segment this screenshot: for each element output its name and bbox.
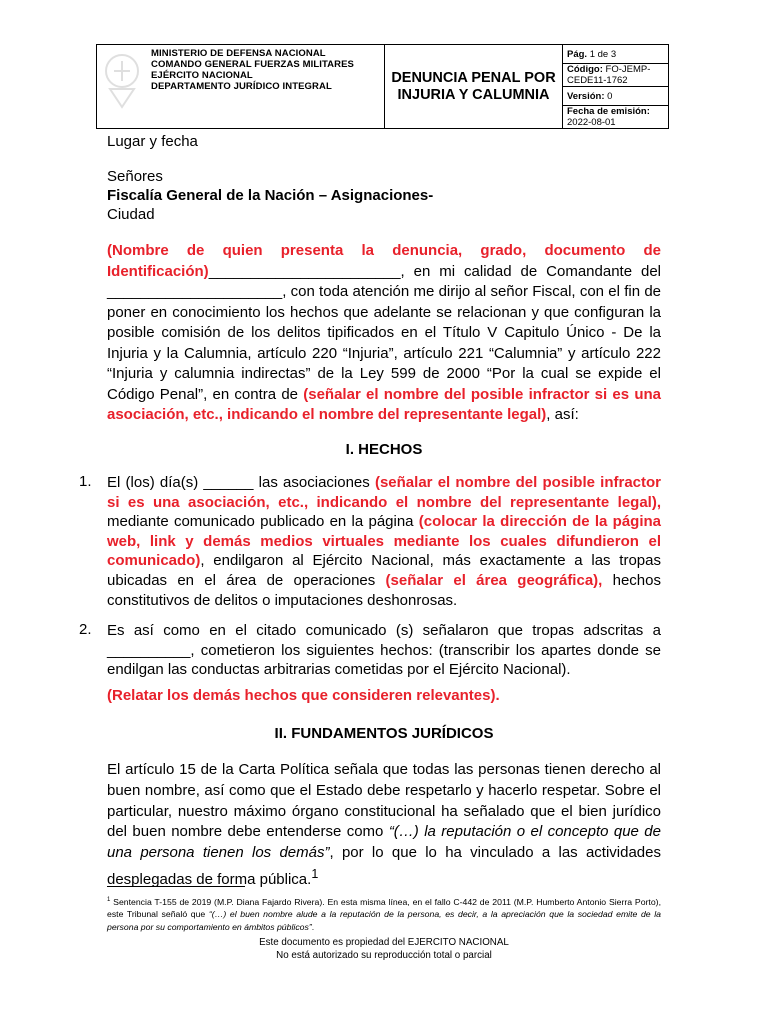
document-header (96, 44, 669, 129)
footer-line1: Este documento es propiedad del EJERCITO NACIONAL (259, 937, 509, 948)
addressee-city: Ciudad (107, 206, 155, 223)
army-emblem-icon (101, 49, 143, 111)
list-item: Es así como en el citado comunicado (s) señalaron que tropas adscritas a __________, cometieron los siguientes hechos: (transcribir los apartes donde se endilgan las conductas arbitrarias cometidas por el Ejército Nacional). (107, 622, 661, 679)
intro-text: _______________________, en mi calidad de Comandante del _____________________, con toda atención me dirijo al señor Fiscal, con el fin de poner en conocimiento los hechos que adelante se relacionan y que configuran la posible comisión de los delitos tipificados en el Título V Capitulo Único - De la Injuria y la Calumnia, artículo 220 “Injuria”, artículo 221 “Calumnia” y artículo 222 “Injuria y calumnia indirectas” de la Ley 599 de 2000 “Por la cual se expide el Código Penal”, en contra de (107, 262, 661, 403)
emission-label: Fecha de emisión: (567, 106, 650, 117)
area-placeholder: (señalar el área geográfica), (385, 571, 603, 589)
institution-line: EJÉRCITO NACIONAL (151, 70, 253, 81)
list-item (107, 473, 661, 610)
addressee-salutation: Señores (107, 168, 163, 185)
addressee-entity: Fiscalía General de la Nación – Asignaciones- (107, 187, 434, 204)
document-code (563, 64, 669, 87)
document-version (563, 87, 669, 106)
relate-facts-placeholder: (Relatar los demás hechos que consideren relevantes). (107, 687, 500, 704)
footnote-number: 1 (107, 897, 111, 903)
legal-quote: “(…) la reputación o el concepto que de una persona tienen los demás” (107, 823, 661, 862)
section-title-fundamentos: II. FUNDAMENTOS JURÍDICOS (274, 725, 494, 742)
institution-name (151, 48, 354, 92)
footnote (107, 894, 661, 933)
footnote-quote: “(…) el buen nombre alude a la reputación de la persona, es decir, a la apreciación que la sociedad emite de la persona por su comportamiento en ámbitos públicos” (107, 909, 662, 932)
place-date: Lugar y fecha (107, 133, 198, 150)
addressee (107, 167, 661, 224)
web-page-placeholder: (colocar la dirección de la página web, link y demás medios virtuales mediante los cuales difundieron el comunicado) (107, 513, 661, 570)
footnote-reference[interactable]: 1 (311, 866, 319, 881)
fact-text: mediante comunicado publicado en la página (107, 513, 419, 531)
legal-basis-paragraph (107, 760, 661, 891)
fact-text: , endilgaron al Ejército Nacional, más exactamente a las tropas ubicadas en el área de operaciones (107, 552, 661, 589)
page-value: 1 de 3 (589, 48, 617, 60)
institution-line: COMANDO GENERAL FUERZAS MILITARES (151, 59, 354, 70)
intro-paragraph (107, 241, 661, 426)
footnote-text: Sentencia T-155 de 2019 (M.P. Diana Fajardo Rivera). En esta misma línea, en el fallo C-442 de 2011 (M.P. Humberto Antonio Sierra Porto), este Tribunal señaló que (107, 896, 661, 920)
offender-placeholder: (señalar el nombre del posible infractor si es una asociación, etc., indicando el nombre del representante legal), (107, 474, 662, 511)
list-number: 2. (79, 621, 92, 638)
offender-placeholder: (señalar el nombre del posible infractor si es una asociación, etc., indicando el nombre del representante legal) (107, 385, 661, 423)
institution-line: DEPARTAMENTO JURÍDICO INTEGRAL (151, 81, 332, 92)
document-title-line1: DENUNCIA PENAL POR (391, 69, 556, 86)
section-title-hechos: I. HECHOS (345, 441, 423, 458)
institution-cell (97, 45, 385, 129)
footnote-text: . (311, 921, 315, 932)
emission-date (563, 106, 669, 129)
legal-text: , por lo que lo ha vinculado a las actividades desplegadas de forma pública. (107, 844, 661, 888)
legal-text: El artículo 15 de la Carta Política señala que todas las personas tienen derecho al buen nombre, así como que el Estado debe respetarlo y hacerlo respetar. Sobre el particular, nuestro máximo órgano constitucional ha señalado que el bien jurídico del buen nombre debe entenderse como (107, 761, 661, 841)
document-title-line2: INJURIA Y CALUMNIA (397, 86, 550, 103)
version-value: 0 (607, 90, 613, 102)
complainant-placeholder: (Nombre de quien presenta la denuncia, grado, documento de Identificación) (107, 242, 661, 280)
document-title (385, 45, 563, 129)
page-number (563, 45, 669, 64)
fact-text: hechos constitutivos de delitos o imputaciones deshonrosas. (107, 571, 661, 609)
emission-value: 2022-08-01 (567, 117, 616, 128)
fact-text: El (los) día(s) ______ las asociaciones (107, 474, 375, 491)
page-footer (0, 937, 768, 962)
code-label: Código: (567, 64, 603, 75)
version-label: Versión: (567, 90, 605, 102)
list-number: 1. (79, 473, 92, 490)
footer-line2: No está autorizado su reproducción total o parcial (276, 949, 492, 961)
institution-line: MINISTERIO DE DEFENSA NACIONAL (151, 48, 326, 59)
page-label: Pág. (567, 48, 588, 60)
code-value: FO-JEMP-CEDE11-1762 (567, 64, 651, 86)
footnote-separator (107, 886, 245, 887)
intro-ending: , así: (546, 406, 579, 423)
